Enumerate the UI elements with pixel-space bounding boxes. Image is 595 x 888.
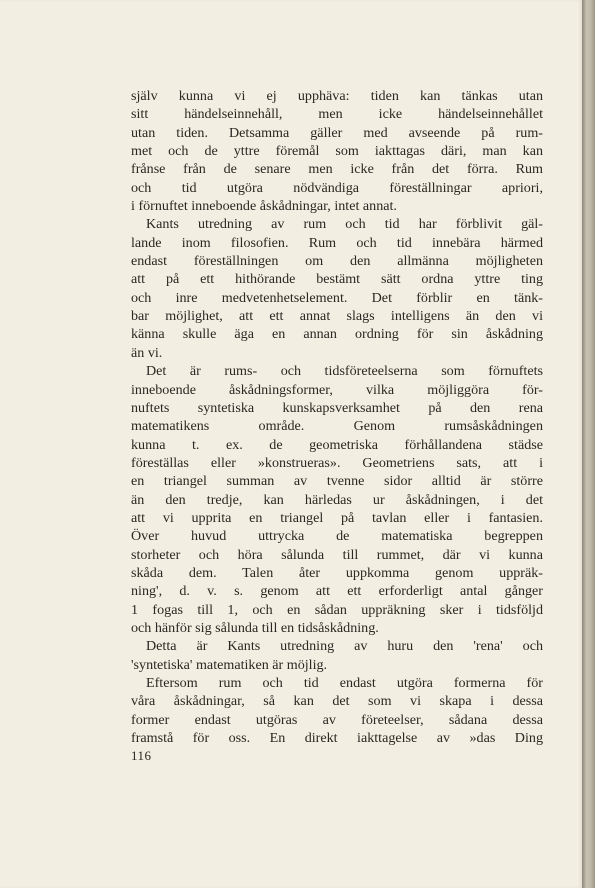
body-text [131,87,543,747]
text-line: ning', d. v. s. genom att ett erforderligt antal gånger [131,583,543,600]
text-line: en triangel summan av tvenne sidor alltid är större [131,473,543,490]
paragraph [131,87,543,215]
text-line: utan tiden. Detsamma gäller med avseende på rum- [131,124,543,141]
text-line: skåda dem. Talen åter uppkomma genom uppräk- [131,564,543,581]
text-line: lande inom filosofien. Rum och tid innebära härmed [131,234,543,251]
text-line: än den tredje, kan härledas ur åskådningen, i det [131,491,543,508]
text-line: än vi. [131,344,163,361]
paragraph [131,215,543,362]
text-line: endast föreställningen om den allmänna möjligheten [131,253,543,270]
text-line: 1 fogas till 1, och en sådan uppräkning sker i tidsföljd [131,601,543,618]
text-line: i förnuftet inneboende åskådningar, intet annat. [131,198,397,215]
text-line: känna skulle äga en annan ordning för sin åskådning [131,326,543,343]
text-line: och hänför sig sålunda till en tidsåskådning. [131,619,379,636]
page-number: 116 [131,748,152,763]
text-line: att på ett hithörande bestämt sätt ordna yttre ting [131,271,543,288]
text-line: våra åskådningar, så kan det som vi skapa i dessa [131,693,543,710]
text-line: själv kunna vi ej upphäva: tiden kan tänkas utan [131,88,543,104]
text-line: Detta är Kants utredning av huru den 'rena' och [146,638,543,655]
paragraph [131,674,543,747]
text-line: inneboende åskådningsformer, vilka möjliggöra för- [131,381,543,398]
text-line: Kants utredning av rum och tid har förblivit gäl- [146,216,543,233]
text-line: Det är rums- och tidsföreteelserna som förnuftets [146,363,543,380]
text-line: frånse från de senare men icke från det förra. Rum [131,161,543,178]
paragraph [131,362,543,637]
text-line: och inre medvetenhetselement. Det förblir en tänk- [131,289,543,306]
text-line: Eftersom rum och tid endast utgöra formerna för [146,675,543,691]
text-line: 'syntetiska' matematiken är möjlig. [131,656,328,673]
text-line: former endast utgöras av företeelser, sådana dessa [131,711,543,728]
text-line: kunna t. ex. de geometriska förhållandena städse [131,436,543,453]
text-line: sitt händelseinnehåll, men icke händelseinnehållet [131,106,543,123]
text-line: framstå för oss. En direkt iakttagelse av »das Ding [131,730,543,747]
text-line: och tid utgöra nödvändiga föreställningar apriori, [131,179,543,196]
text-line: bar möjlighet, att ett annat slags intelligens än den vi [131,308,543,325]
text-line: föreställas eller »konstrueras». Geometriens sats, att i [131,454,543,471]
page-edge [582,0,595,888]
text-line: met och de yttre föremål som iakttagas däri, man kan [131,143,543,160]
text-line: Över huvud uttrycka de matematiska begreppen [131,528,543,545]
text-line: att vi upprita en triangel på tavlan eller i fantasien. [131,509,543,526]
text-line: matematikens område. Genom rumsåskådningen [131,418,543,435]
paragraph [131,637,543,674]
text-line: nuftets syntetiska kunskapsverksamhet på den rena [131,399,543,416]
text-line: storheter och höra sålunda till rummet, där vi kunna [131,546,543,563]
